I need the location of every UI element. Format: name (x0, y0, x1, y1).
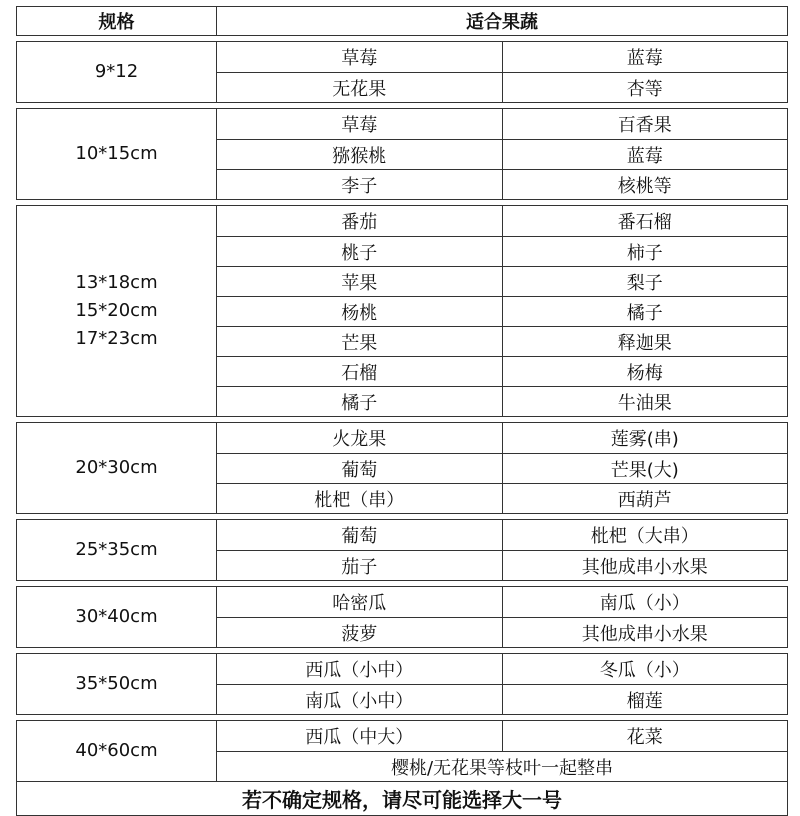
size-cell (17, 42, 217, 102)
fruit-cell: 牛油果 (502, 387, 788, 416)
table-row (217, 483, 787, 513)
size-label: 15*20cm (75, 300, 158, 321)
size-cell (17, 109, 217, 199)
size-group (16, 586, 788, 648)
fruit-cell: 草莓 (341, 48, 378, 69)
table-row (217, 296, 787, 326)
size-cell (17, 654, 217, 714)
table-row (217, 587, 787, 617)
fruit-cell: 葡萄 (341, 526, 378, 547)
size-label: 25*35cm (75, 539, 158, 560)
fruit-cell: 其他成串小水果 (502, 618, 788, 647)
size-label: 10*15cm (75, 143, 158, 164)
fruit-cell: 其他成串小水果 (502, 551, 788, 580)
fruit-cell: 蓝莓 (502, 42, 788, 72)
size-cell (17, 206, 217, 416)
fruit-cell: 桃子 (341, 242, 378, 264)
fruit-cell: 芒果 (341, 332, 378, 354)
fruit-cell: 橘子 (341, 392, 378, 414)
fruit-cell: 西瓜（小中） (305, 660, 414, 681)
size-label: 17*23cm (75, 328, 158, 349)
size-cell (17, 423, 217, 513)
table-row (217, 266, 787, 296)
size-group (16, 41, 788, 103)
size-table (16, 6, 788, 816)
fruit-cell: 核桃等 (502, 170, 788, 199)
fruit-cell: 猕猴桃 (332, 145, 387, 167)
size-label: 13*18cm (75, 272, 158, 293)
fruit-cell: 樱桃/无花果等枝叶一起整串 (390, 757, 614, 779)
table-row (217, 721, 787, 751)
fruit-cell: 芒果(大) (502, 454, 788, 483)
fruit-cell: 杏等 (502, 73, 788, 102)
fruit-cell: 杨梅 (502, 357, 788, 386)
fruit-cell: 枇杷（串） (314, 489, 405, 511)
size-label: 40*60cm (75, 740, 158, 761)
table-row (217, 139, 787, 169)
fruit-cell: 石榴 (341, 362, 378, 384)
size-group (16, 653, 788, 715)
size-group (16, 720, 788, 782)
table-row (217, 751, 787, 781)
size-group (16, 108, 788, 200)
fruit-cell: 冬瓜（小） (502, 654, 788, 684)
fruit-cell: 西葫芦 (502, 484, 788, 513)
fruit-cell: 番茄 (341, 212, 378, 233)
table-row (217, 72, 787, 102)
fruit-cell: 草莓 (341, 115, 378, 136)
fruit-cell: 百香果 (502, 109, 788, 139)
size-cell (17, 721, 217, 781)
fruit-cell: 哈密瓜 (332, 593, 387, 614)
fruit-cell: 杨桃 (341, 302, 378, 324)
fruit-cell: 南瓜（小中） (305, 690, 414, 712)
table-row (217, 550, 787, 580)
header-fruits: 适合果蔬 (466, 12, 538, 33)
table-row (217, 236, 787, 266)
fruit-cell: 西瓜（中大） (305, 727, 414, 748)
fruit-cell: 葡萄 (341, 459, 378, 481)
fruit-cell: 火龙果 (332, 429, 387, 450)
table-row (217, 386, 787, 416)
fruit-cell: 莲雾(串) (502, 423, 788, 453)
fruit-cell: 无花果 (332, 78, 387, 100)
fruit-cell: 榴莲 (502, 685, 788, 714)
fruit-cell: 柿子 (502, 237, 788, 266)
size-label: 30*40cm (75, 606, 158, 627)
footer-note: 若不确定规格，请尽可能选择大一号 (16, 782, 788, 816)
size-group (16, 422, 788, 514)
size-cell (17, 520, 217, 580)
fruit-cell: 菠萝 (341, 623, 378, 645)
table-row (217, 423, 787, 453)
fruit-cell: 南瓜（小） (502, 587, 788, 617)
fruit-cell: 花菜 (502, 721, 788, 751)
fruit-cell: 茄子 (341, 556, 378, 578)
size-label: 20*30cm (75, 457, 158, 478)
table-row (217, 206, 787, 236)
table-row (217, 453, 787, 483)
table-header (16, 6, 788, 36)
size-label: 35*50cm (75, 673, 158, 694)
table-row (217, 356, 787, 386)
fruit-cell: 苹果 (341, 272, 378, 294)
fruit-cell: 蓝莓 (502, 140, 788, 169)
fruit-cell: 橘子 (502, 297, 788, 326)
size-cell (17, 587, 217, 647)
table-row (217, 520, 787, 550)
size-label: 9*12 (94, 61, 139, 82)
table-row (217, 42, 787, 72)
table-row (217, 684, 787, 714)
fruit-cell: 李子 (341, 175, 378, 197)
fruit-cell: 枇杷（大串） (502, 520, 788, 550)
size-group (16, 205, 788, 417)
table-row (217, 169, 787, 199)
table-row (217, 326, 787, 356)
size-group (16, 519, 788, 581)
fruit-cell: 梨子 (502, 267, 788, 296)
table-row (217, 617, 787, 647)
header-spec: 规格 (17, 7, 217, 35)
fruit-cell: 释迦果 (502, 327, 788, 356)
size-groups (16, 41, 788, 782)
table-row (217, 654, 787, 684)
fruit-cell: 番石榴 (502, 206, 788, 236)
table-row (217, 109, 787, 139)
